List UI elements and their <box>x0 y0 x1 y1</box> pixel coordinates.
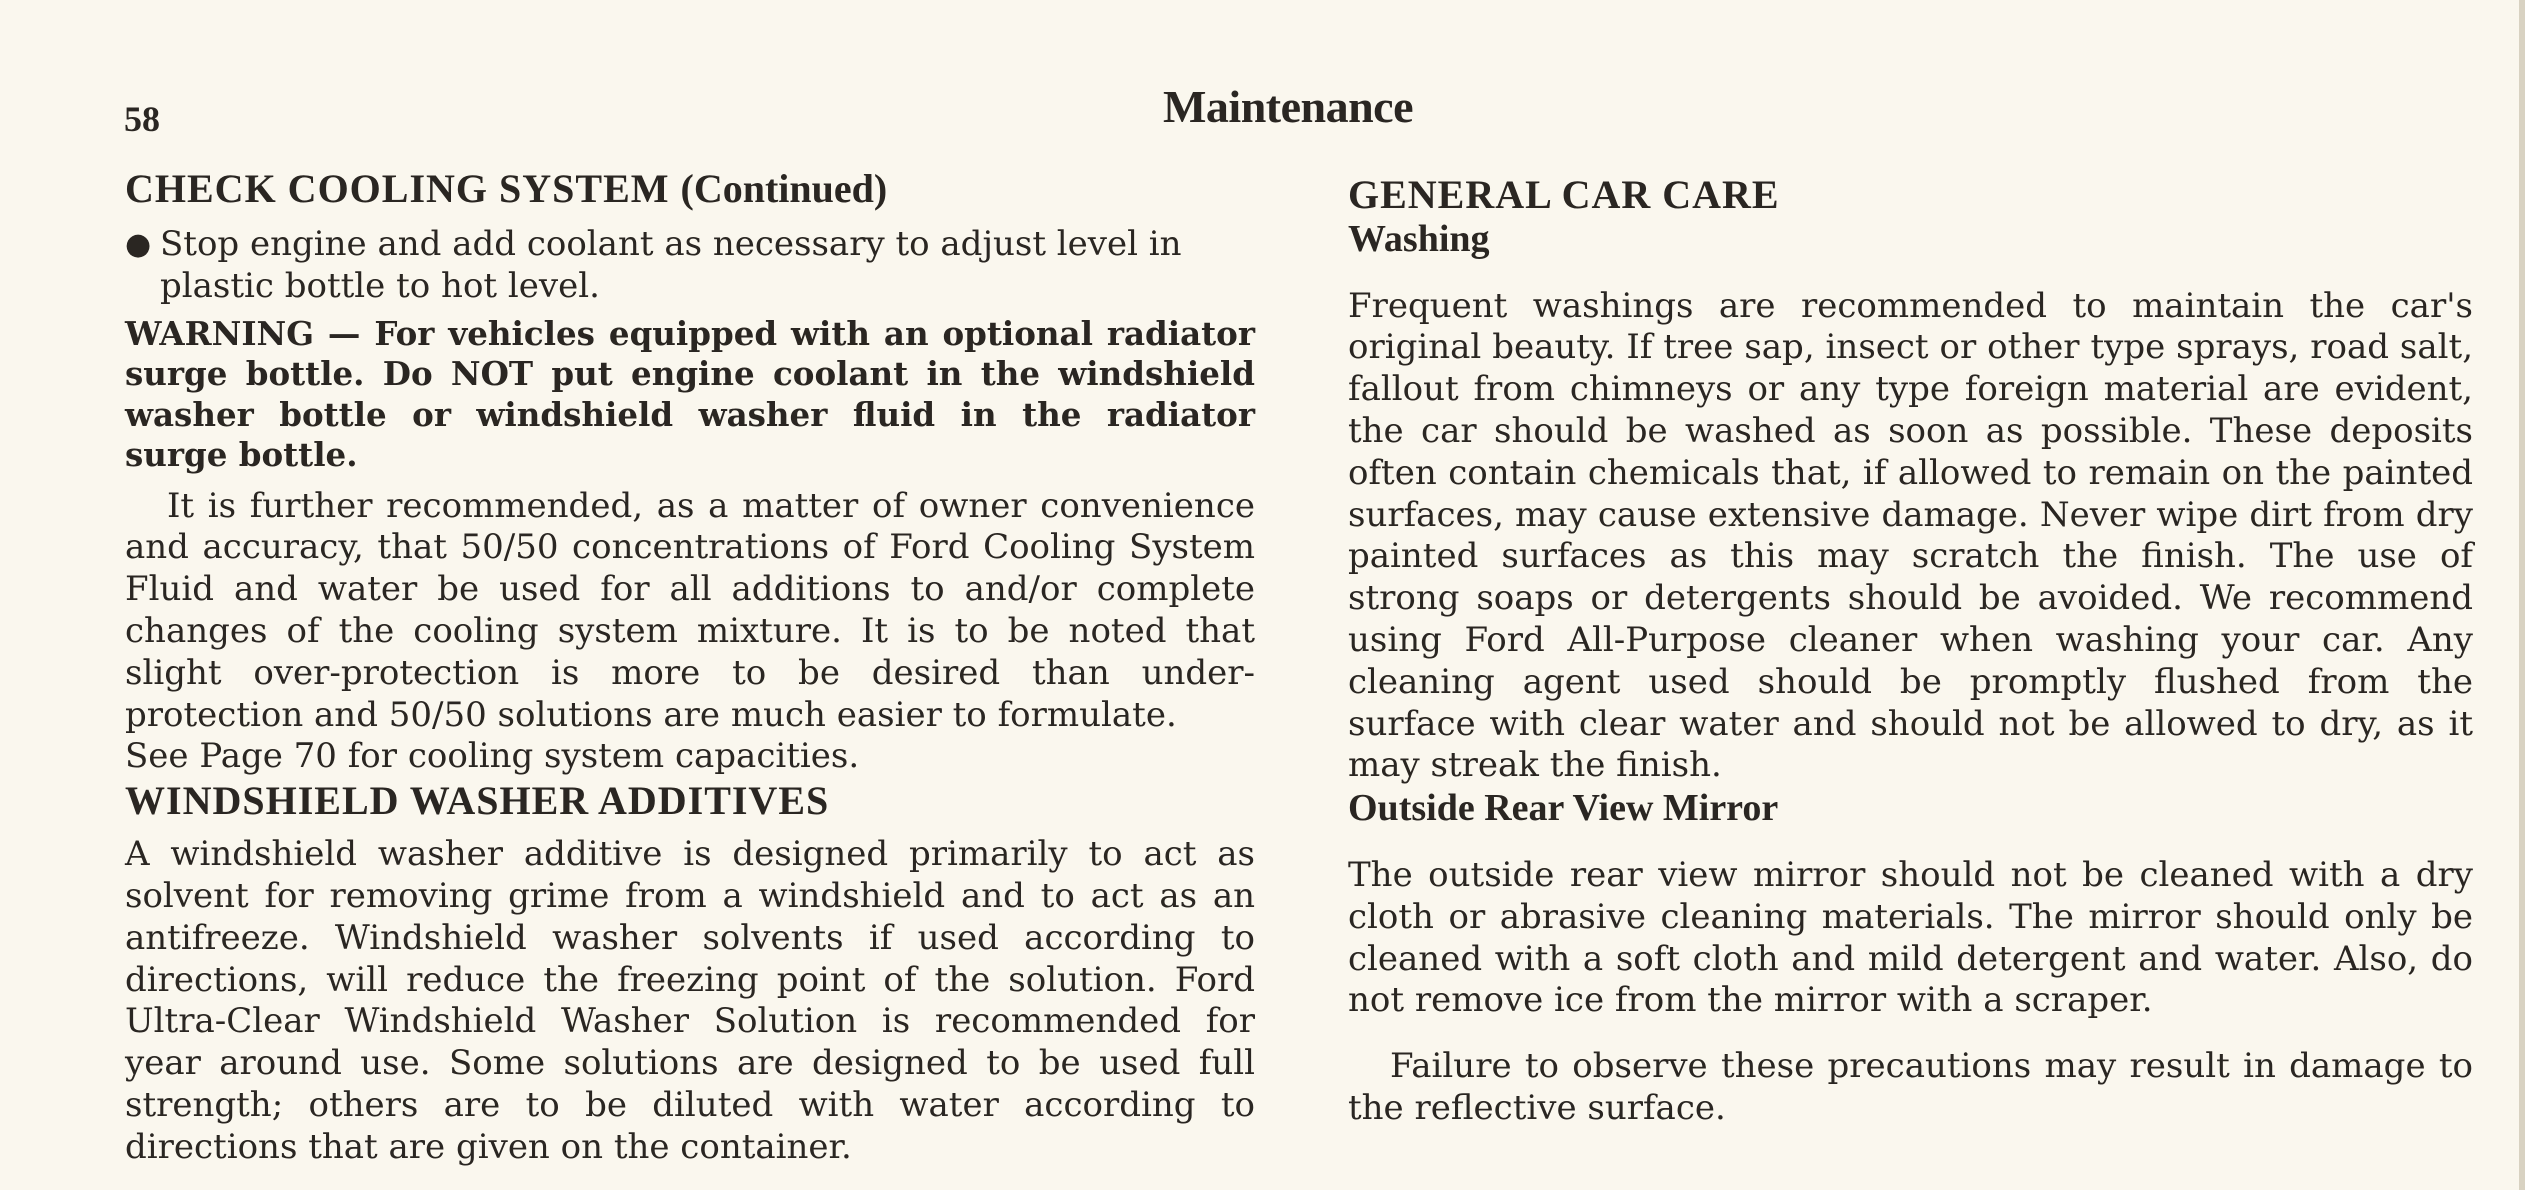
washer-section-heading: WINDSHIELD WASHER ADDITIVES <box>125 778 830 824</box>
right-column <box>1348 172 2473 1130</box>
coolant-bullet-text: Stop engine and add coolant as necessary to adjust level in plastic bottle to hot level. <box>160 224 1182 306</box>
bullet-dot-icon: ● <box>125 227 152 262</box>
mirror-subheading: Outside Rear View Mirror <box>1348 787 1779 830</box>
coolant-recommendation-paragraph: It is further recommended, as a matter of owner convenience and accuracy, that 50/50 concentrations of Ford Cooling System Fluid and water be used for all additions to and/or complete changes of the cooling system mixture. It is to be noted that slight over-protection is more to be desired than under-protection and 50/50 solutions are much easier to formulate. <box>125 485 1255 735</box>
car-care-section-heading: GENERAL CAR CARE <box>1348 172 1780 217</box>
page-number: 58 <box>124 99 160 139</box>
mirror-precaution-paragraph: Failure to observe these precautions may result in damage to the reflective surface. <box>1348 1046 2473 1128</box>
cooling-heading-suffix: (Continued) <box>680 166 888 211</box>
left-column <box>125 166 1255 1169</box>
page-edge <box>2519 0 2525 1190</box>
surge-bottle-warning: WARNING — For vehicles equipped with an optional radiator surge bottle. Do NOT put engine coolant in the windshield washer bottle or windshield washer fluid in the radiator surge bottle. <box>125 313 1255 475</box>
mirror-cleaning-paragraph: The outside rear view mirror should not be cleaned with a dry cloth or abrasive cleaning materials. The mirror should only be cleaned with a soft cloth and mild detergent and water. Also, do not remove ice from the mirror with a scraper. <box>1348 854 2473 1021</box>
page-title: Maintenance <box>1163 81 1414 132</box>
washer-additive-paragraph: A windshield washer additive is designed primarily to act as solvent for removing grime from a windshield and to act as an antifreeze. Windshield washer solvents if used according to directions, will reduce the freezing point of the solution. Ford Ultra-Clear Windshield Washer Solution is recommended for year around use. Some solutions are designed to be used full strength; others are to be diluted with water according to directions that are given on the container. <box>125 834 1255 1167</box>
cooling-heading-text: CHECK COOLING SYSTEM <box>125 166 670 211</box>
cooling-section-heading <box>125 166 1255 212</box>
capacities-reference: See Page 70 for cooling system capacities. <box>125 736 860 777</box>
washing-subheading: Washing <box>1348 218 1490 260</box>
coolant-bullet-item <box>125 224 1255 308</box>
washing-paragraph: Frequent washings are recommended to maintain the car's original beauty. If tree sap, insect or other type sprays, road salt, fallout from chimneys or any type foreign material are evident, the car should be washed as soon as possible. These deposits often contain chemicals that, if allowed to remain on the painted surfaces, may cause extensive damage. Never wipe dirt from dry painted surfaces as this may scratch the finish. The use of strong soaps or detergents should be avoided. We recommend using Ford All-Purpose cleaner when washing your car. Any cleaning agent used should be promptly flushed from the surface with clear water and should not be allowed to dry, as it may streak the finish. <box>1348 285 2473 786</box>
